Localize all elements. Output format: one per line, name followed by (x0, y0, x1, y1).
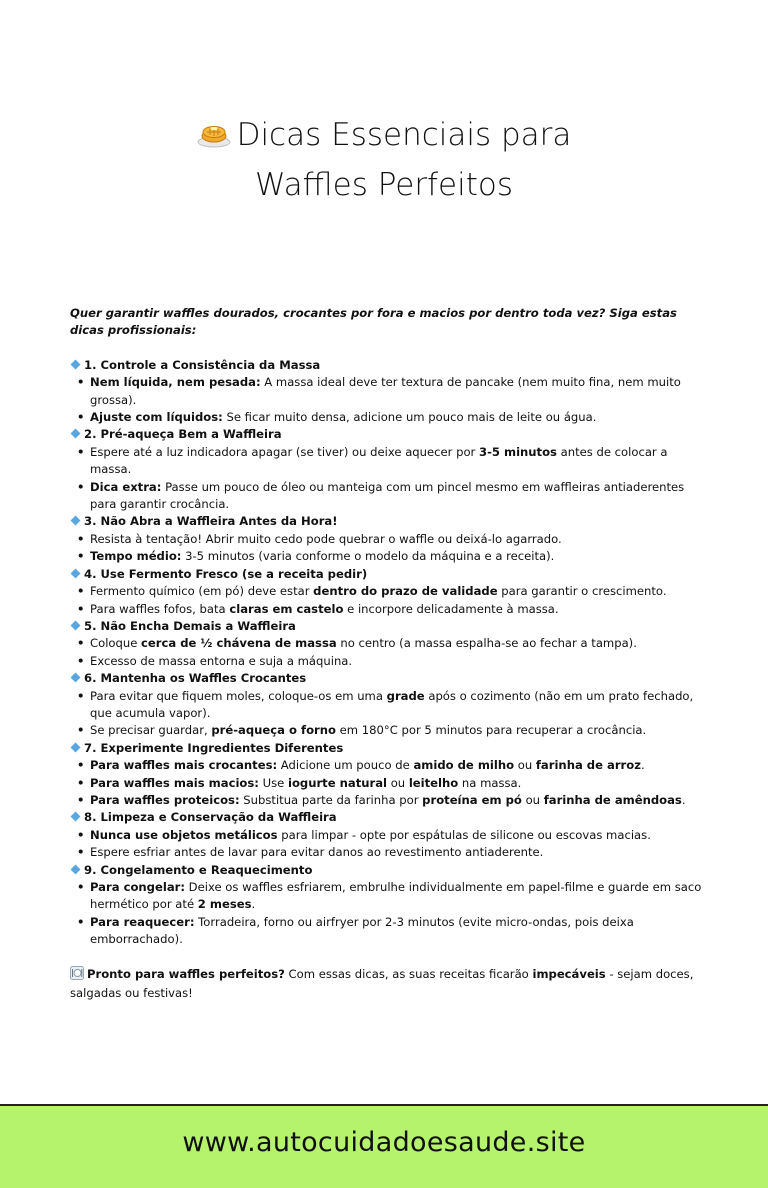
bold-text: grade (386, 688, 425, 703)
text-run: Coloque (90, 636, 142, 651)
bold-text: Para waffles proteicos: (90, 792, 240, 807)
text-run: no centro (a massa espalha-se ao fechar a tampa). (336, 636, 637, 651)
text-run: . (640, 758, 645, 773)
bold-text: cerca de ½ chávena de massa (141, 636, 337, 651)
text-run: Substitua parte da farinha por (239, 792, 423, 807)
text-run: Espere até a luz indicadora apagar (se tiver) ou deixe aquecer por (90, 444, 479, 459)
text-run: Se precisar guardar, (90, 723, 212, 738)
footer-banner (0, 1104, 768, 1188)
section-heading-text: 9. Congelamento e Reaquecimento (84, 862, 313, 877)
bold-text: farinha de arroz (535, 758, 641, 773)
section-heading (70, 862, 702, 879)
text-run: Adicione um pouco de (277, 758, 414, 773)
text-run: antes de colocar a massa. (90, 444, 668, 477)
list-item (90, 914, 702, 949)
list-item (90, 827, 702, 844)
section-list (70, 374, 702, 426)
text-run: ou (514, 758, 536, 773)
text-run: Deixe os waffles esfriarem, embrulhe individualmente em papel-filme e guarde em saco hermético por até (90, 880, 702, 912)
bold-text: farinha de amêndoas (543, 792, 682, 807)
bold-text: iogurte natural (287, 775, 388, 790)
text-run: Espere esfriar antes de lavar para evitar danos ao revestimento antiaderente. (90, 845, 544, 860)
bold-text: leitelho (408, 775, 459, 790)
bold-text: Para congelar: (90, 880, 185, 894)
text-run: ou (387, 775, 409, 790)
section-heading-text: 1. Controle a Consistência da Massa (84, 357, 321, 372)
text-run: Use (258, 775, 288, 790)
section-heading (70, 809, 702, 826)
section-list (70, 531, 702, 566)
bold-text: Para waffles mais crocantes: (90, 758, 278, 773)
section-heading-text: 3. Não Abra a Waffleira Antes da Hora! (84, 514, 338, 529)
blue-diamond-icon (71, 359, 81, 369)
footer-url[interactable]: www.autocuidadoesaude.site (182, 1127, 586, 1158)
text-run: . (251, 897, 256, 912)
intro-text: Quer garantir waffles dourados, crocantes por fora e macios por dentro toda vez? Siga estas dicas profissionais: (70, 306, 677, 338)
section-heading (70, 357, 702, 374)
bold-text: Para reaquecer: (90, 914, 195, 929)
tips-content (70, 305, 702, 1014)
bold-text: amido de milho (413, 758, 515, 773)
list-item (90, 688, 702, 723)
page-title (0, 112, 768, 209)
blue-diamond-icon (71, 516, 81, 526)
text-run: Se ficar muito densa, adicione um pouco mais de leite ou água. (222, 410, 597, 425)
title-line-1 (0, 112, 768, 162)
bold-text: impecáveis (532, 966, 606, 981)
outro-rich-text (70, 967, 693, 1000)
waffle-plate-icon (197, 115, 231, 162)
bold-text: proteína em pó (422, 792, 522, 807)
bold-text: claras em castelo (229, 601, 344, 616)
section-list (70, 444, 702, 514)
title-text-1: Dicas Essenciais para (236, 117, 572, 153)
list-item (90, 479, 702, 514)
text-run: Resista à tentação! Abrir muito cedo pode quebrar o waffle ou deixá-lo agarrado. (90, 531, 562, 546)
section-heading (70, 426, 702, 443)
bold-text: 3-5 minutos (479, 444, 557, 459)
list-item (90, 583, 702, 600)
list-item (90, 722, 702, 739)
list-item (90, 409, 702, 426)
text-run: Para evitar que fiquem moles, coloque-os em uma (90, 688, 387, 703)
list-item (90, 374, 702, 409)
text-run: para garantir o crescimento. (497, 584, 667, 599)
text-run: em 180°C por 5 minutos para recuperar a crocância. (335, 723, 647, 738)
text-run: . (681, 792, 686, 807)
text-run: para limpar - opte por espátulas de silicone ou escovas macias. (277, 827, 651, 842)
list-item (90, 757, 702, 774)
text-run: na massa. (458, 775, 522, 790)
section-heading-text: 7. Experimente Ingredientes Diferentes (84, 740, 344, 755)
section-heading (70, 618, 702, 635)
blue-diamond-icon (71, 429, 81, 439)
list-item (90, 601, 702, 618)
blue-diamond-icon (71, 568, 81, 578)
section-heading (70, 513, 702, 530)
section-heading-text: 4. Use Fermento Fresco (se a receita pedir) (84, 566, 368, 581)
text-run: e incorpore delicadamente à massa. (343, 601, 559, 616)
section-heading-text: 6. Mantenha os Waffles Crocantes (84, 671, 307, 686)
section-list (70, 635, 702, 670)
text-run: após o cozimento (não em um prato fechado, que acumula vapor). (90, 688, 694, 720)
section-list (70, 879, 702, 949)
section-heading-text: 5. Não Encha Demais a Waffleira (84, 618, 296, 633)
sections-list (70, 357, 702, 949)
blue-diamond-icon (71, 812, 81, 822)
text-run: A massa ideal deve ter textura de pancake (nem muito fina, nem muito grossa). (90, 375, 681, 407)
text-run: - sejam doces, salgadas ou festivas! (70, 966, 694, 1001)
list-item (90, 879, 702, 914)
list-item (90, 548, 702, 565)
text-run: Fermento químico (em pó) deve estar (90, 584, 314, 599)
section-list (70, 757, 702, 809)
bold-text: Nem líquida, nem pesada: (90, 375, 261, 390)
text-run: Torradeira, forno ou airfryer por 2-3 minutos (evite micro-ondas, pois deixa emborrachado). (90, 914, 634, 947)
section-list (70, 688, 702, 740)
section-heading-text: 2. Pré-aqueça Bem a Waffleira (84, 427, 282, 442)
bold-text: dentro do prazo de validade (313, 584, 498, 599)
bold-text: pré-aqueça o forno (211, 723, 336, 738)
section-list (70, 583, 702, 618)
list-item (90, 635, 702, 652)
text-run: Excesso de massa entorna e suja a máquina. (90, 653, 353, 668)
section-heading (70, 566, 702, 583)
list-item (90, 531, 702, 548)
blue-diamond-icon (71, 673, 81, 683)
section-heading (70, 670, 702, 687)
blue-diamond-icon (71, 620, 81, 630)
blue-diamond-icon (71, 864, 81, 874)
section-list (70, 827, 702, 862)
text-run: Passe um pouco de óleo ou manteiga com um pincel mesmo em waffleiras antiaderentes para garantir crocância. (90, 479, 685, 512)
title-line-2: Waffles Perfeitos (255, 167, 513, 203)
bold-text: Nunca use objetos metálicos (90, 827, 278, 842)
list-item (90, 653, 702, 670)
text-run: 3-5 minutos (varia conforme o modelo da máquina e a receita). (181, 549, 555, 564)
bold-text: Dica extra: (90, 479, 162, 494)
plate-cutlery-icon (70, 966, 84, 985)
text-run: Com essas dicas, as suas receitas ficarão (284, 966, 533, 981)
text-run: ou (521, 792, 544, 807)
list-item (90, 444, 702, 479)
section-heading-text: 8. Limpeza e Conservação da Waffleira (84, 810, 337, 825)
bold-text: Tempo médio: (90, 549, 182, 564)
blue-diamond-icon (71, 742, 81, 752)
bold-text: Ajuste com líquidos: (90, 410, 223, 425)
text-run: Para waffles fofos, bata (90, 601, 230, 616)
section-heading (70, 740, 702, 757)
bold-text: Para waffles mais macios: (90, 775, 259, 790)
list-item (90, 792, 702, 809)
list-item (90, 844, 702, 861)
bold-text: 2 meses (197, 897, 252, 912)
list-item (90, 775, 702, 792)
bold-text: Pronto para waffles perfeitos? (87, 966, 285, 981)
outro-text (70, 966, 702, 1003)
